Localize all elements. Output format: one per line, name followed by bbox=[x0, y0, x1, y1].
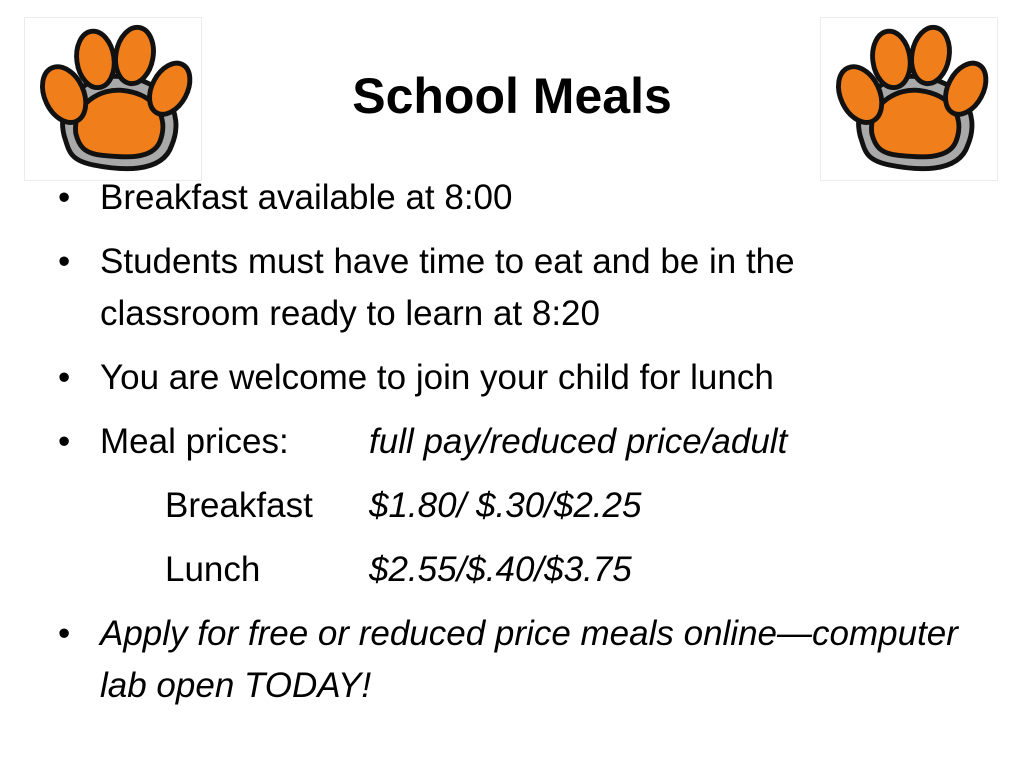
bullet-join-lunch bbox=[58, 352, 958, 404]
bullet-apply-online bbox=[58, 608, 958, 712]
bullet-dot: • bbox=[58, 242, 71, 281]
breakfast-price-row bbox=[58, 480, 958, 532]
lunch-price-row bbox=[58, 544, 958, 596]
bullet-text: You are welcome to join your child for lunch bbox=[100, 358, 774, 397]
bullet-dot: • bbox=[58, 614, 71, 653]
lunch-prices: $2.55/$.40/$3.75 bbox=[369, 550, 632, 589]
bullet-dot: • bbox=[58, 422, 71, 461]
bullet-student-time bbox=[58, 236, 958, 340]
lunch-label: Lunch bbox=[165, 550, 261, 589]
meal-prices-header: full pay/reduced price/adult bbox=[369, 422, 788, 461]
bullet-text: Students must have time to eat and be in the classroom ready to learn at 8:20 bbox=[100, 242, 795, 333]
bullet-list bbox=[58, 172, 958, 724]
bullet-dot: • bbox=[58, 358, 71, 397]
breakfast-prices: $1.80/ $.30/$2.25 bbox=[369, 486, 642, 525]
bullet-text: Breakfast available at 8:00 bbox=[100, 178, 513, 217]
breakfast-label: Breakfast bbox=[165, 486, 313, 525]
bullet-meal-prices bbox=[58, 416, 958, 468]
meal-prices-label: Meal prices: bbox=[100, 422, 289, 461]
bullet-breakfast-time bbox=[58, 172, 958, 224]
bullet-text: Apply for free or reduced price meals online—computer lab open TODAY! bbox=[100, 614, 958, 705]
slide-title: School Meals bbox=[352, 68, 672, 124]
bullet-dot: • bbox=[58, 178, 71, 217]
